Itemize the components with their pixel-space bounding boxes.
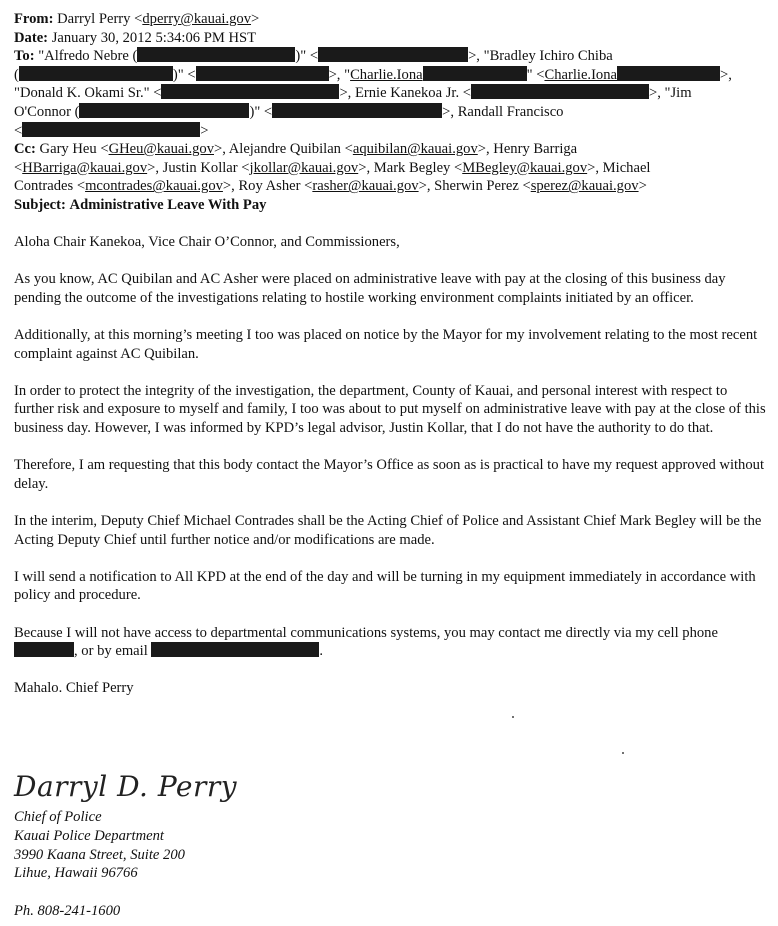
email-link[interactable]: mcontrades@kauai.gov [85, 178, 223, 195]
redaction-block [318, 47, 468, 62]
to-recipient-text: O'Connor ( [14, 103, 80, 120]
signature-street: 3990 Kaana Street, Suite 200 [14, 846, 185, 863]
cc-recipient-text: >, Michael [587, 159, 651, 176]
email-link[interactable]: HBarriga@kauai.gov [22, 159, 148, 176]
to-recipient-text: >, "Jim [649, 85, 692, 102]
to-line-5 [14, 122, 766, 141]
to-recipient-text: >, "Bradley Ichiro Chiba [468, 48, 613, 65]
redaction-block [137, 47, 295, 62]
to-recipient-text: " < [526, 66, 545, 83]
cc-recipient-text: >, Roy Asher < [222, 178, 313, 195]
cc-recipient-text: Contrades < [14, 178, 86, 195]
signature-block [14, 808, 185, 921]
subject-label: Subject: [14, 196, 66, 213]
email-link[interactable]: Charlie.Iona [544, 66, 618, 83]
contact-text: . [319, 643, 324, 660]
to-recipient-text: )" < [172, 66, 196, 83]
redaction-block [423, 66, 527, 81]
cc-recipient-text: Gary Heu < [39, 141, 109, 158]
body-paragraph-6: I will send a notification to All KPD at the end of the day and will be turning in my equipment immediately in accordance with policy and procedure. [14, 568, 756, 604]
redaction-block [79, 103, 249, 118]
cc-recipient-text: >, Henry Barriga [477, 141, 578, 158]
date-label: Date: [14, 29, 49, 46]
date-value: January 30, 2012 5:34:06 PM HST [51, 29, 257, 46]
scan-speck [512, 716, 514, 718]
cc-recipient-text: >, Sherwin Perez < [418, 178, 531, 195]
to-recipient-text: >, " [328, 66, 351, 83]
cc-recipient-text: >, Alejandre Quibilan < [214, 141, 353, 158]
to-line-3 [14, 84, 766, 103]
email-link[interactable]: rasher@kauai.gov [312, 178, 419, 195]
to-line-1 [14, 47, 766, 66]
contact-text: Because I will not have access to departmental communications systems, you may contact me directly via my cell phone [14, 624, 718, 641]
signature-name: Darryl D. Perry [14, 770, 238, 803]
cc-recipient-text: >, Justin Kollar < [147, 159, 250, 176]
signature-title: Chief of Police [14, 809, 102, 825]
from-label: From: [14, 11, 54, 27]
redaction-block [19, 66, 173, 81]
to-recipient-text: )" < [249, 103, 273, 120]
cc-label: Cc: [14, 141, 36, 158]
redaction-block [161, 84, 339, 99]
to-line-2 [14, 66, 766, 85]
redaction-block [471, 84, 649, 99]
email-link[interactable]: Charlie.Iona [350, 66, 423, 83]
signature-org: Kauai Police Department [14, 827, 164, 844]
to-label: To: [14, 48, 35, 65]
cc-recipient-text: < [14, 159, 23, 176]
to-recipient-text: )" < [295, 48, 319, 65]
subject-value: Administrative Leave With Pay [69, 196, 267, 213]
to-recipient-text: < [14, 122, 23, 139]
to-recipient-text: >, Randall Francisco [442, 103, 564, 120]
to-recipient-text: > [200, 122, 209, 139]
email-link[interactable]: jkollar@kauai.gov [249, 159, 359, 176]
to-recipient-text: >, Ernie Kanekoa Jr. < [339, 85, 471, 102]
signature-city: Lihue, Hawaii 96766 [14, 865, 138, 882]
greeting: Aloha Chair Kanekoa, Vice Chair O’Connor, and Commissioners, [14, 234, 400, 251]
closing: Mahalo. Chief Perry [14, 680, 134, 697]
redaction-block [22, 122, 200, 137]
email-link[interactable]: sperez@kauai.gov [530, 178, 639, 195]
to-recipient-text: >, [720, 66, 732, 83]
email-link[interactable]: GHeu@kauai.gov [108, 141, 214, 158]
email-link[interactable]: MBegley@kauai.gov [462, 159, 588, 176]
from-end: > [251, 11, 260, 27]
body-paragraph-2: Additionally, at this morning’s meeting I too was placed on notice by the Mayor for my involvement relating to the most recent complaint against AC Quibilan. [14, 327, 758, 362]
body-paragraph-5: In the interim, Deputy Chief Michael Contrades shall be the Acting Chief of Police and Assistant Chief Mark Begley will be the Acting Deputy Chief until further notice and/or modifications are made. [14, 513, 762, 548]
redaction-block [14, 642, 74, 657]
contact-text: , or by email [74, 643, 148, 660]
cc-line-1 [14, 140, 766, 159]
from-line [14, 10, 766, 29]
cc-line-3 [14, 177, 766, 196]
redaction-block [272, 103, 442, 118]
body-paragraph-7 [14, 624, 766, 661]
cc-line-2 [14, 159, 766, 178]
body-paragraph-1: As you know, AC Quibilan and AC Asher were placed on administrative leave with pay at the closing of this business day pending the outcome of the investigations relating to hostile working environment complaints initiated by an officer. [14, 271, 726, 306]
cc-recipient-text: >, Mark Begley < [358, 159, 463, 176]
to-recipient-text: ( [14, 66, 19, 83]
to-line-4 [14, 103, 766, 122]
body-paragraph-3: In order to protect the integrity of the investigation, the department, County of Kauai, and personal interest with respect to further risk and exposure to myself and family, I too was about to put myself on administrative leave with pay at the close of this business day. However, I was informed by KPD’s legal advisor, Justin Kollar, that I do not have the authority to do that. [14, 382, 766, 437]
redaction-block [196, 66, 329, 81]
to-recipient-text: "Alfredo Nebre ( [38, 48, 138, 65]
cc-recipient-text: > [638, 178, 647, 195]
body-paragraph-4: Therefore, I am requesting that this body contact the Mayor’s Office as soon as is practical to have my request approved without delay. [14, 457, 765, 492]
redaction-block [151, 642, 319, 657]
redaction-block [617, 66, 720, 81]
subject-line [14, 196, 766, 215]
scan-speck [622, 752, 624, 754]
from-name: Darryl Perry < [57, 11, 143, 27]
signature [14, 770, 237, 803]
email-document [14, 10, 766, 698]
date-line [14, 29, 766, 48]
email-link[interactable]: aquibilan@kauai.gov [352, 141, 478, 158]
to-recipient-text: "Donald K. Okami Sr." < [14, 85, 162, 102]
signature-phone: Ph. 808-241-1600 [14, 903, 121, 920]
from-email-link[interactable]: dperry@kauai.gov [142, 11, 252, 27]
